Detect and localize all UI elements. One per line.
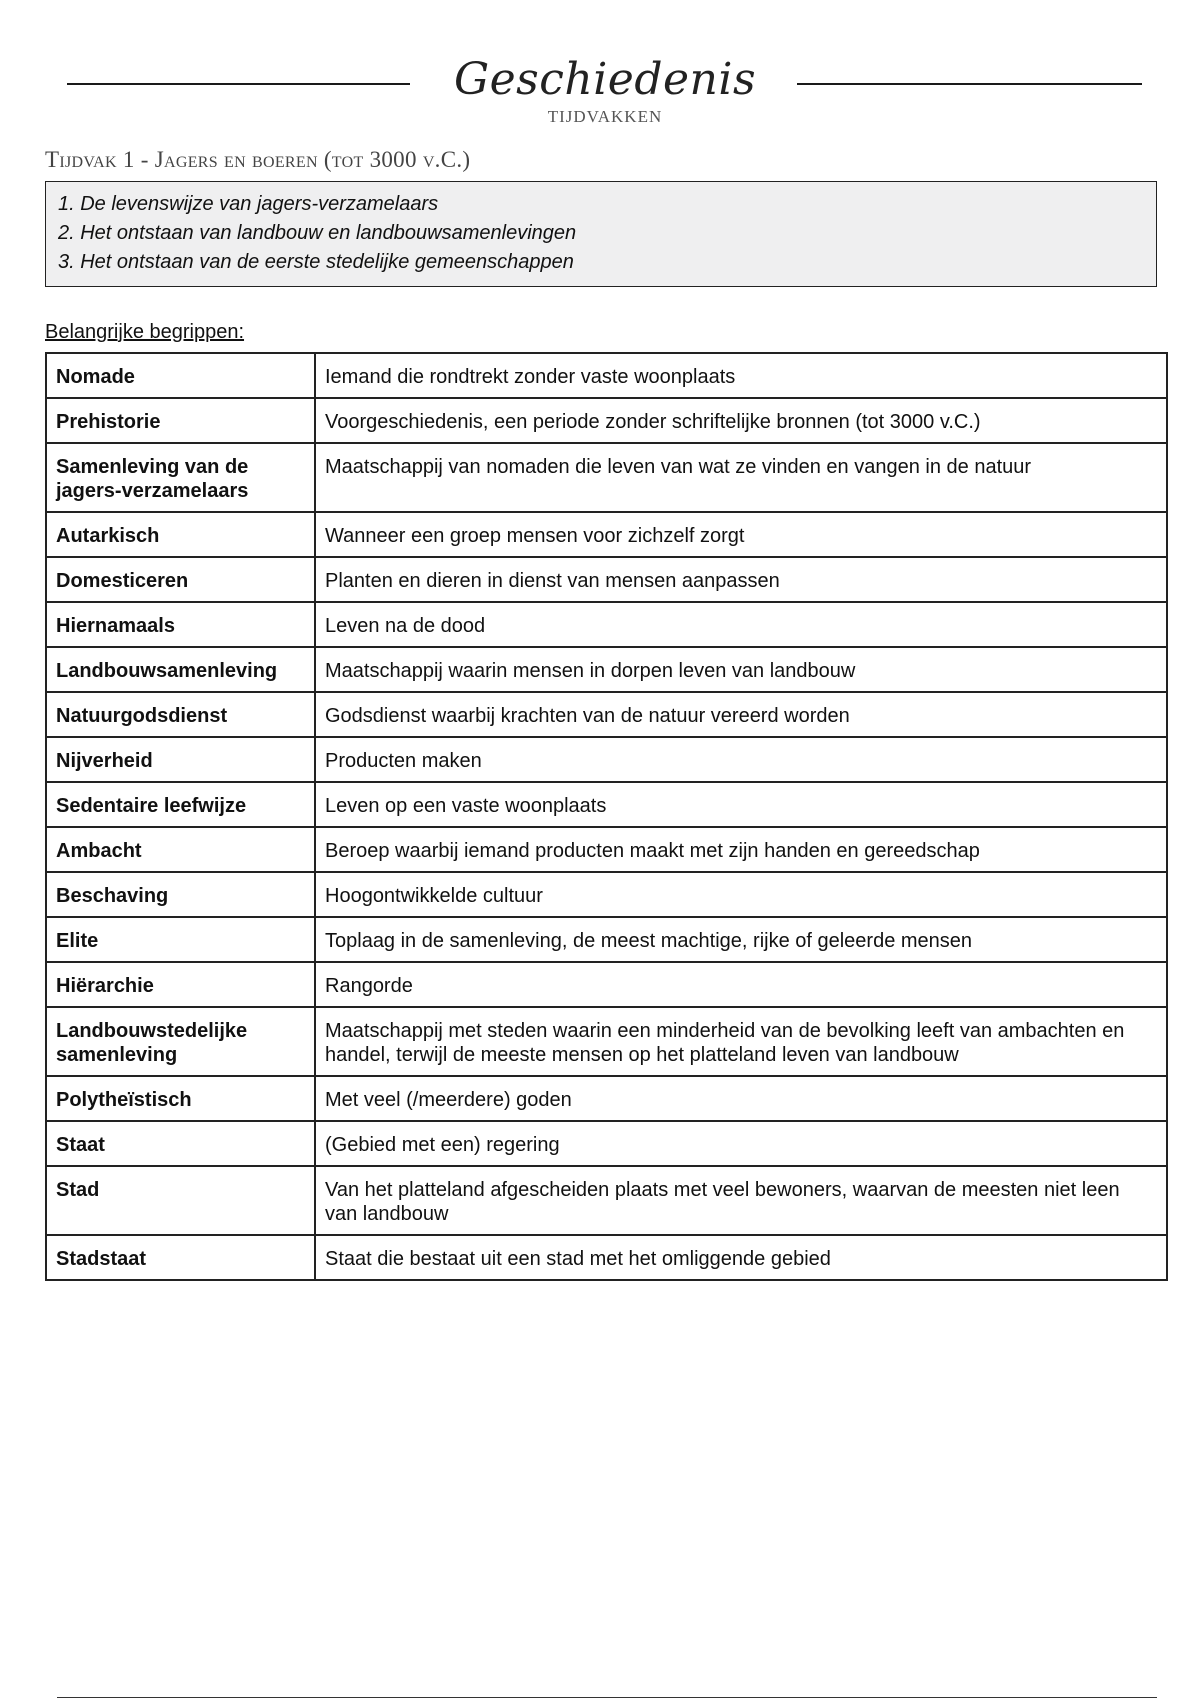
term-cell: Stadstaat <box>46 1235 315 1280</box>
table-row <box>46 917 1167 962</box>
table-row <box>46 1166 1167 1235</box>
header-rule-left <box>67 83 410 85</box>
table-row <box>46 398 1167 443</box>
term-cell: Landbouwstedelijke samenleving <box>46 1007 315 1076</box>
header-rule-right <box>797 83 1142 85</box>
table-row <box>46 1076 1167 1121</box>
term-cell: Elite <box>46 917 315 962</box>
page-title: Geschiedenis <box>453 54 757 105</box>
table-row <box>46 962 1167 1007</box>
table-row <box>46 737 1167 782</box>
definition-cell: Hoogontwikkelde cultuur <box>315 872 1167 917</box>
term-cell: Samenleving van de jagers-verzamelaars <box>46 443 315 512</box>
definition-cell: Godsdienst waarbij krachten van de natuur vereerd worden <box>315 692 1167 737</box>
table-row <box>46 647 1167 692</box>
table-row <box>46 512 1167 557</box>
definition-cell: Maatschappij met steden waarin een minderheid van de bevolking leeft van ambachten en handel, terwijl de meeste mensen op het platteland leven van landbouw <box>315 1007 1167 1076</box>
page-subtitle: TIJDVAKKEN <box>547 107 663 126</box>
definition-cell: Voorgeschiedenis, een periode zonder schriftelijke bronnen (tot 3000 v.C.) <box>315 398 1167 443</box>
table-row <box>46 602 1167 647</box>
term-cell: Prehistorie <box>46 398 315 443</box>
goal-item: 2. Het ontstaan van landbouw en landbouwsamenlevingen <box>58 222 577 244</box>
term-cell: Beschaving <box>46 872 315 917</box>
definition-cell: Planten en dieren in dienst van mensen aanpassen <box>315 557 1167 602</box>
table-row <box>46 1007 1167 1076</box>
table-row <box>46 872 1167 917</box>
term-cell: Ambacht <box>46 827 315 872</box>
table-row <box>46 1235 1167 1280</box>
table-row <box>46 692 1167 737</box>
term-cell: Natuurgodsdienst <box>46 692 315 737</box>
definition-cell: Maatschappij van nomaden die leven van wat ze vinden en vangen in de natuur <box>315 443 1167 512</box>
table-row <box>46 557 1167 602</box>
term-cell: Staat <box>46 1121 315 1166</box>
definition-cell: Iemand die rondtrekt zonder vaste woonplaats <box>315 353 1167 398</box>
table-row <box>46 353 1167 398</box>
table-row <box>46 1121 1167 1166</box>
term-cell: Nomade <box>46 353 315 398</box>
goal-item: 3. Het ontstaan van de eerste stedelijke gemeenschappen <box>58 251 574 273</box>
term-cell: Hiernamaals <box>46 602 315 647</box>
footer-rule <box>57 1697 1157 1698</box>
term-cell: Domesticeren <box>46 557 315 602</box>
term-cell: Nijverheid <box>46 737 315 782</box>
page-header <box>0 55 1200 135</box>
definition-cell: Rangorde <box>315 962 1167 1007</box>
goal-item: 1. De levenswijze van jagers-verzamelaars <box>58 193 439 215</box>
definition-cell: Leven na de dood <box>315 602 1167 647</box>
term-cell: Hiërarchie <box>46 962 315 1007</box>
term-cell: Stad <box>46 1166 315 1235</box>
definition-cell: Maatschappij waarin mensen in dorpen leven van landbouw <box>315 647 1167 692</box>
definition-cell: Met veel (/meerdere) goden <box>315 1076 1167 1121</box>
definition-cell: Van het platteland afgescheiden plaats met veel bewoners, waarvan de meesten niet leen van landbouw <box>315 1166 1167 1235</box>
definition-cell: Staat die bestaat uit een stad met het omliggende gebied <box>315 1235 1167 1280</box>
definition-cell: Producten maken <box>315 737 1167 782</box>
definition-cell: Beroep waarbij iemand producten maakt met zijn handen en gereedschap <box>315 827 1167 872</box>
table-row <box>46 782 1167 827</box>
term-cell: Sedentaire leefwijze <box>46 782 315 827</box>
terms-table <box>45 352 1168 1281</box>
learning-goals-box <box>45 181 1157 287</box>
term-cell: Autarkisch <box>46 512 315 557</box>
definition-cell: Toplaag in de samenleving, de meest machtige, rijke of geleerde mensen <box>315 917 1167 962</box>
definition-cell: Leven op een vaste woonplaats <box>315 782 1167 827</box>
terms-label: Belangrijke begrippen: <box>45 321 245 343</box>
term-cell: Landbouwsamenleving <box>46 647 315 692</box>
term-cell: Polytheïstisch <box>46 1076 315 1121</box>
definition-cell: (Gebied met een) regering <box>315 1121 1167 1166</box>
definition-cell: Wanneer een groep mensen voor zichzelf zorgt <box>315 512 1167 557</box>
section-heading: Tijdvak 1 - Jagers en boeren (tot 3000 v.C.) <box>45 147 471 172</box>
table-row <box>46 827 1167 872</box>
table-row <box>46 443 1167 512</box>
